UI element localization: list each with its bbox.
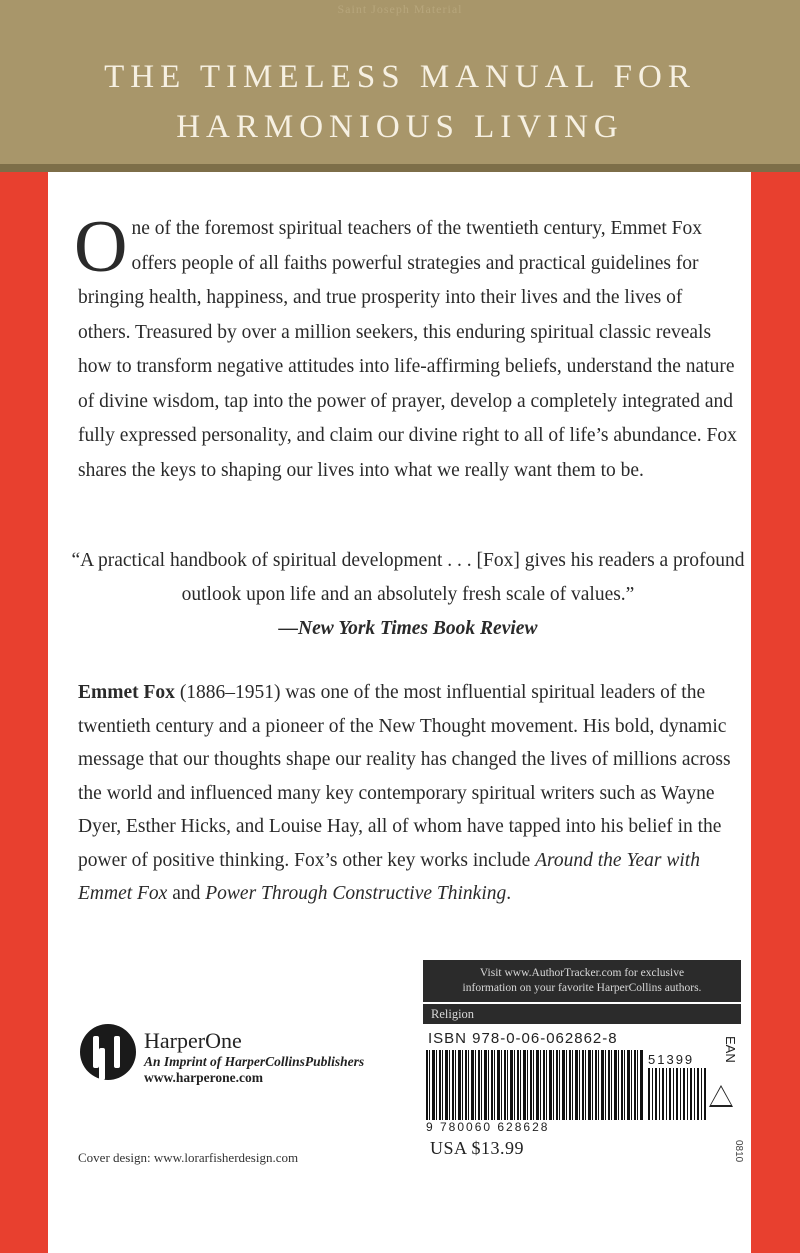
bio-text-3: . (506, 883, 512, 904)
author-bio (78, 676, 748, 911)
cover-design-credit: Cover design: www.lorarfisherdesign.com (78, 1150, 299, 1165)
ean-label: EAN (723, 1036, 738, 1063)
side-code: 0810 (733, 1140, 744, 1163)
barcode-icon (426, 1050, 644, 1120)
price-label: USA $13.99 (430, 1138, 525, 1158)
authortracker-promo (423, 960, 741, 1002)
harperone-logo-icon (80, 1024, 136, 1080)
book-description (74, 206, 738, 488)
content-panel (48, 172, 751, 1253)
promo-line-1: Visit www.AuthorTracker.com for exclusive (479, 967, 685, 979)
quote-text: “A practical handbook of spiritual development . . . [Fox] gives his readers a profound outlook upon life and an absolutely fresh scale of values.” (71, 550, 745, 605)
publisher-imprint: An Imprint of HarperCollinsPublishers (144, 1054, 365, 1069)
book-title-2: Power Through Constructive Thinking (205, 883, 507, 904)
cover-headline (0, 52, 800, 152)
publisher-name: HarperOne (144, 1028, 242, 1053)
book-title-1: Around the Year with Emmet Fox (78, 849, 700, 904)
bio-text-2: and (167, 883, 206, 904)
addon-digits: 51399 (648, 1052, 695, 1067)
bio-text-1: (1886–1951) was one of the most influential spiritual leaders of the twentieth century and a pioneer of the New Thought movement. His bold, dynamic message that our thoughts shape our reality has changed the lives of millions across the world and influenced many key contemporary spiritual writers such as Wayne Dyer, Esther Hicks, and Louise Hay, all of whom have tapped into his belief in the power of positive thinking. Fox’s other key works include (78, 682, 731, 871)
quote-source: —New York Times Book Review (278, 618, 538, 639)
price-barcode-icon (648, 1068, 708, 1120)
isbn-text: ISBN 978-0-06-062862-8 (428, 1030, 618, 1047)
author-name: Emmet Fox (78, 682, 175, 703)
review-quote (68, 544, 748, 646)
headline-line-1: THE TIMELESS MANUAL FOR (104, 59, 696, 95)
description-text: ne of the foremost spiritual teachers of the twentieth century, Emmet Fox offers people of all faiths powerful strategies and practical guidelines for bringing health, happiness, and true prosperity into their lives and the lives of others. Treasured by over a million seekers, this enduring spiritual classic reveals how to transform negative attitudes into life-affirming beliefs, understand the nature of divine wisdom, tap into the power of prayer, develop a completely integrated and fully expressed personality, and claim our divine right to all of life’s abundance. Fox shares the keys to shaping our lives into what we really want them to be. (78, 218, 737, 481)
headline-line-2: HARMONIOUS LIVING (176, 109, 624, 145)
barcode-digits: 9 780060 628628 (426, 1120, 550, 1134)
top-caption: Saint Joseph Material (337, 2, 463, 16)
header-band (0, 0, 800, 172)
promo-line-2: information on your favorite HarperCollins authors. (462, 982, 702, 994)
triangle-icon (709, 1085, 733, 1107)
publisher-website: www.harperone.com (144, 1070, 263, 1085)
drop-cap: O (74, 206, 128, 288)
category-label: Religion (423, 1004, 741, 1024)
